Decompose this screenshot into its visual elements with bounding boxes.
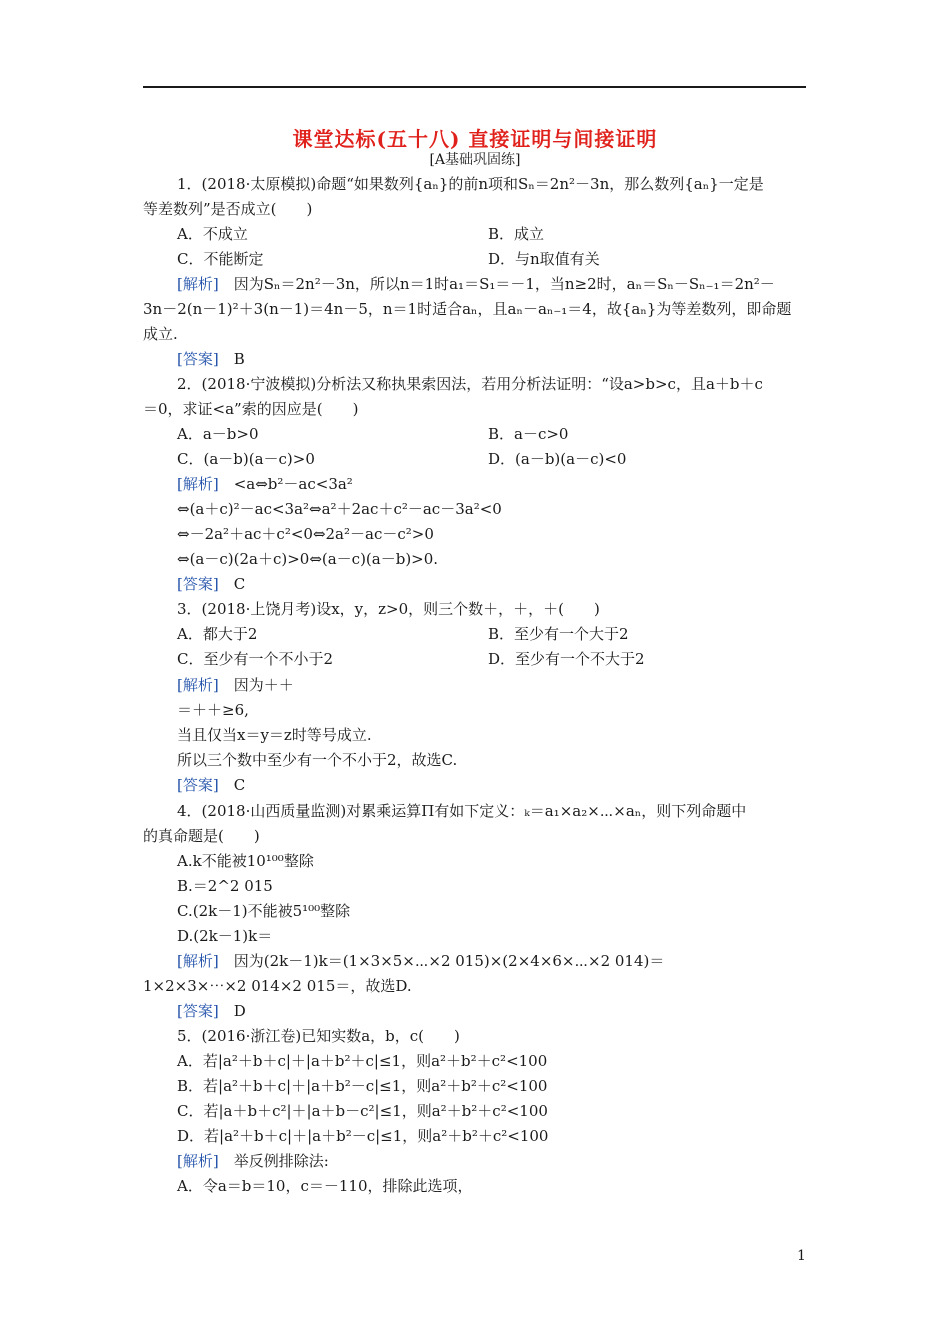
text-line [177, 751, 457, 769]
line-text: 因为(2k－1)k＝(1×3×5×⋯×2 015)×(2×4×6×⋯×2 014)＝ [218, 952, 665, 970]
line-text: B．至少有一个大于2 [488, 625, 629, 643]
line-text: C [218, 776, 246, 794]
text-line [488, 250, 600, 268]
text-line [177, 927, 272, 945]
answer-tag: [答案] [177, 575, 219, 593]
line-text: 1×2×3×⋯×2 014×2 015＝，故选D. [143, 977, 412, 995]
line-text: D．与n取值有关 [488, 250, 600, 268]
text-line [143, 325, 178, 343]
answer-tag: [解析] [177, 475, 219, 493]
line-text: B．成立 [488, 225, 545, 243]
line-text: 2．(2018·宁波模拟)分析法又称执果索因法，若用分析法证明：“设a>b>c，且a＋b＋c [177, 375, 763, 393]
text-line [177, 175, 764, 193]
line-text: A．令a＝b＝10，c＝－110，排除此选项， [177, 1177, 473, 1195]
text-line [177, 1077, 547, 1095]
line-text: 3．(2018·上饶月考)设x，y，z>0，则三个数＋，＋，＋( ) [177, 600, 600, 618]
text-line [177, 776, 245, 794]
line-text: ⇔(a＋c)²－ac<3a²⇔a²＋2ac＋c²－ac－3a²<0 [177, 500, 502, 518]
answer-tag: [答案] [177, 1002, 219, 1020]
answer-tag: [答案] [177, 350, 219, 368]
text-line [177, 275, 775, 293]
text-line [177, 475, 353, 493]
line-text: D．至少有一个不大于2 [488, 650, 645, 668]
line-text: 3n－2(n－1)²＋3(n－1)＝4n－5，n＝1时适合aₙ，且aₙ－aₙ₋₁＝4，故{aₙ}为等差数列，即命题 [143, 300, 792, 318]
text-line [177, 500, 502, 518]
line-text: A.k不能被10¹⁰⁰整除 [177, 852, 314, 870]
line-text: 1．(2018·太原模拟)命题“如果数列{aₙ}的前n项和Sₙ＝2n²－3n，那么数列{aₙ}一定是 [177, 175, 764, 193]
line-text: D.(2k－1)k＝ [177, 927, 273, 945]
text-line [177, 701, 249, 719]
line-text: <a⇔b²－ac<3a² [218, 475, 353, 493]
line-text: 所以三个数中至少有一个不小于2，故选C. [177, 751, 458, 769]
text-line [488, 450, 626, 468]
text-line [177, 650, 333, 668]
line-text: B．若|a²＋b＋c|＋|a＋b²－c|≤1，则a²＋b²＋c²<100 [177, 1077, 548, 1095]
line-text: B [218, 350, 245, 368]
line-text: 成立. [143, 325, 178, 343]
line-text: 5．(2016·浙江卷)已知实数a，b，c( ) [177, 1027, 460, 1045]
line-text: 的真命题是( ) [143, 827, 260, 845]
page-title: 课堂达标(五十八) 直接证明与间接证明 [292, 127, 658, 151]
text-line [177, 1027, 460, 1045]
line-text: 因为＋＋ [218, 676, 294, 694]
line-text: B．a－c>0 [488, 425, 569, 443]
text-line [177, 1152, 329, 1170]
text-line [177, 425, 259, 443]
line-text: C．(a－b)(a－c)>0 [177, 450, 315, 468]
text-line [488, 225, 544, 243]
text-line [143, 977, 412, 995]
header-rule [143, 86, 806, 88]
text-line [177, 1102, 548, 1120]
line-text: 当且仅当x＝y＝z时等号成立. [177, 726, 372, 744]
text-line [177, 600, 600, 618]
text-line [143, 200, 312, 218]
line-text: D．若|a²＋b＋c|＋|a＋b²－c|≤1，则a²＋b²＋c²<100 [177, 1127, 549, 1145]
text-line [143, 300, 791, 318]
answer-tag: [答案] [177, 776, 219, 794]
line-text: 举反例排除法: [218, 1152, 329, 1170]
text-line [177, 676, 294, 694]
line-text: A．不成立 [177, 225, 248, 243]
text-line [177, 250, 263, 268]
text-line [177, 802, 746, 820]
line-text: A．若|a²＋b＋c|＋|a＋b²＋c|≤1，则a²＋b²＋c²<100 [177, 1052, 548, 1070]
text-line [177, 952, 664, 970]
answer-tag: [解析] [177, 676, 219, 694]
text-line [177, 525, 434, 543]
text-line [177, 852, 314, 870]
text-line [488, 425, 568, 443]
line-text: C．不能断定 [177, 250, 264, 268]
answer-tag: [解析] [177, 1152, 219, 1170]
text-line [177, 1002, 246, 1020]
line-text: 4．(2018·山西质量监测)对累乘运算Π有如下定义：ₖ＝a₁×a₂×⋯×aₙ，则下列命题中 [177, 802, 747, 820]
line-text: C．若|a＋b＋c²|＋|a＋b－c²|≤1，则a²＋b²＋c²<100 [177, 1102, 548, 1120]
text-line [488, 650, 645, 668]
line-text: ＝0，求证<a”索的因应是( ) [143, 400, 359, 418]
line-text: A．都大于2 [177, 625, 258, 643]
line-text: C．至少有一个不小于2 [177, 650, 334, 668]
answer-tag: [解析] [177, 952, 219, 970]
text-line [177, 1177, 473, 1195]
line-text: D．(a－b)(a－c)<0 [488, 450, 627, 468]
text-line [177, 375, 763, 393]
text-line [177, 550, 438, 568]
line-text: ＝＋＋≥6, [177, 701, 249, 719]
text-line [143, 400, 358, 418]
line-text: C.(2k－1)不能被5¹⁰⁰整除 [177, 902, 351, 920]
text-line [177, 902, 350, 920]
line-text: ⇔(a－c)(2a＋c)>0⇔(a－c)(a－b)>0. [177, 550, 439, 568]
page-number: 1 [797, 1248, 806, 1264]
text-line [177, 726, 372, 744]
line-text: 因为Sₙ＝2n²－3n，所以n＝1时a₁＝S₁＝－1，当n≥2时，aₙ＝Sₙ－Sₙ₋₁＝2n²－ [218, 275, 775, 293]
line-text: 等差数列”是否成立( ) [143, 200, 313, 218]
line-text: D [218, 1002, 246, 1020]
text-line [177, 1052, 547, 1070]
line-text: B.＝2^2 015 [177, 877, 273, 895]
text-line [488, 625, 629, 643]
line-text: ⇔－2a²＋ac＋c²<0⇔2a²－ac－c²>0 [177, 525, 434, 543]
line-text: A．a－b>0 [177, 425, 259, 443]
text-line [143, 827, 260, 845]
text-line [177, 350, 245, 368]
text-line [177, 625, 257, 643]
section-subtitle: [A基础巩固练] [429, 152, 521, 168]
text-line [177, 1127, 548, 1145]
text-line [177, 225, 248, 243]
text-line [177, 877, 273, 895]
text-line [177, 575, 245, 593]
line-text: C [218, 575, 246, 593]
text-line [177, 450, 315, 468]
answer-tag: [解析] [177, 275, 219, 293]
